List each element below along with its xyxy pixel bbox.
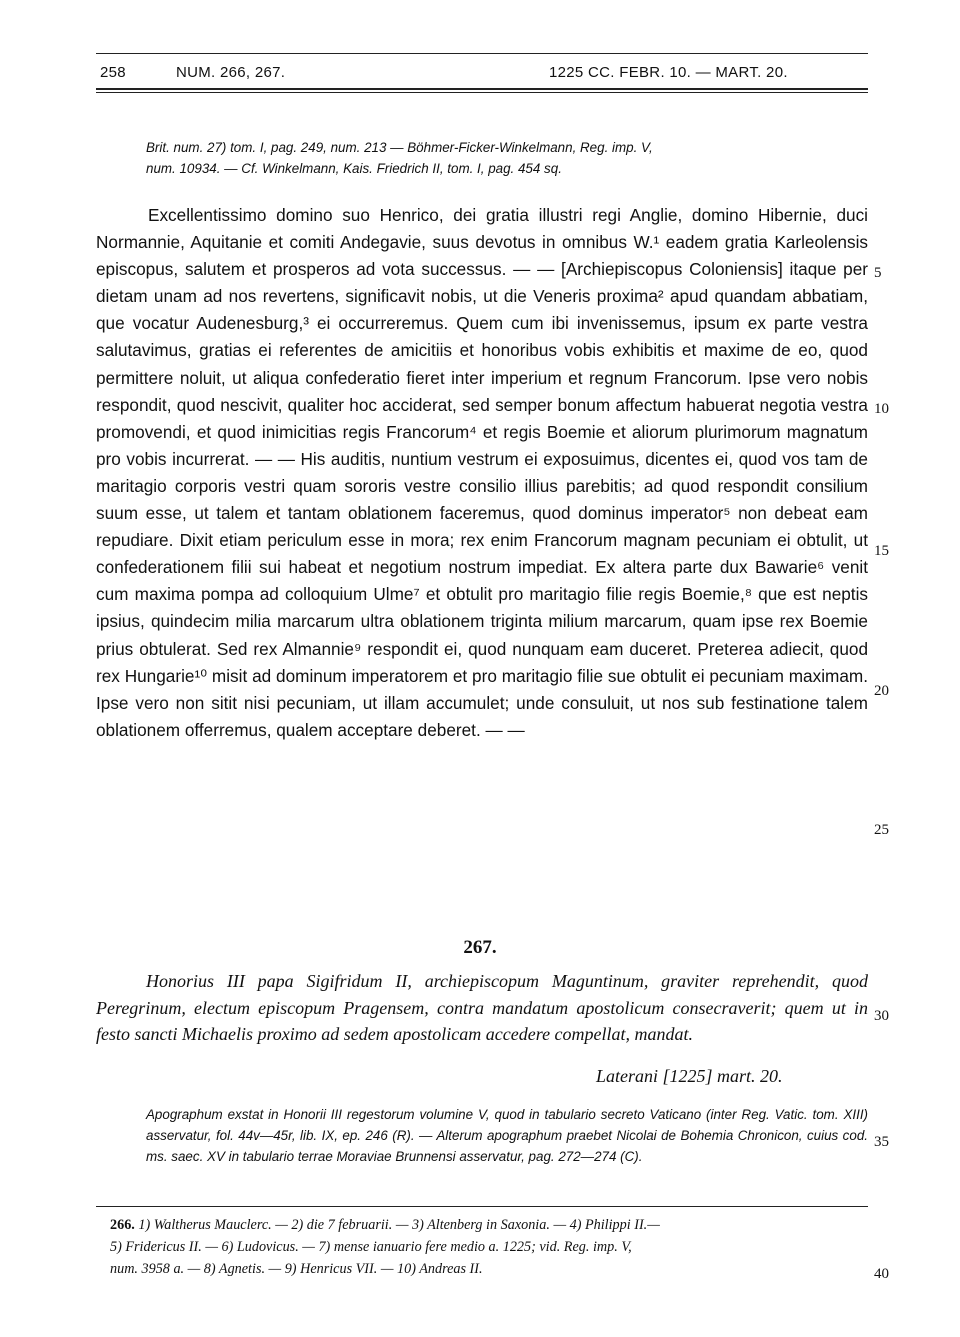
footnotes <box>110 1214 868 1280</box>
regest-text: Honorius III papa Sigifridum II, archiepiscopum Maguntinum, graviter reprehendit, quod Peregrinum, electum episcopum Pragensem, contra mandatum apostolicum consecraverit; quem ut in festo sancti Michaelis proximo ad sedem apostolicam accedere compellat, mandat. <box>96 971 868 1044</box>
letter-body <box>96 202 868 744</box>
line-number-20: 20 <box>874 683 889 699</box>
footnote-rule <box>96 1206 868 1207</box>
footnote-line-1 <box>110 1214 868 1236</box>
footnote-text-1: 1) Waltherus Mauclerc. — 2) die 7 februarii. — 3) Altenberg in Saxonia. — 4) Philippi II.— <box>138 1217 660 1233</box>
regest <box>96 968 868 1048</box>
running-head-dates: 1225 CC. FEBR. 10. — MART. 20. <box>549 64 788 81</box>
footnote-line-3: num. 3958 a. — 8) Agnetis. — 9) Henricus VII. — 10) Andreas II. <box>110 1261 483 1277</box>
header-bottom-rule <box>96 88 868 90</box>
footnote-line-2: 5) Fridericus II. — 6) Ludovicus. — 7) mense ianuario fere medio a. 1225; vid. Reg. imp. V, <box>110 1239 632 1255</box>
edition-note: Apographum exstat in Honorii III regestorum volumine V, quod in tabulario secreto Vaticano (inter Reg. Vatic. tom. XIII) asservatur, fol. 44v—45r, lib. IX, ep. 246 (R). — Alterum apographum praebet Nicolai de Bohemia Chronicon, cuius cod. ms. saec. XV in tabulario terrae Moraviae Brunnensi asservatur, pag. 272—274 (C). <box>146 1107 868 1164</box>
line-number-10: 10 <box>874 401 889 417</box>
letter-text: Excellentissimo domino suo Henrico, dei gratia illustri regi Anglie, domino Hibernie, duci Normannie, Aquitanie et comiti Andegavie, suus devotus in omnibus W.¹ eadem gratia Karleolensis episcopus, salutem et prosperos ad vota successus. — — [Archiepiscopus Coloniensis] itaque per dietam unam ad nos revertens, significavit nobis, ut die Veneris proxima² apud quandam abbatiam, que vocatur Audenesburg,³ ei occurreremus. Quem cum ibi invenissemus, ipsum ex parte vestra salutavimus, gratias ei referentes de amicitiis et honoribus vobis exhibitis et maxime de eo, quod permittere noluit, ut aliqua confederatio fieret inter imperium et regnum Francorum. Ipse vero nobis respondit, quod nescivit, qualiter hoc acciderat, sed semper bonum affectum habuerat negotia vestra promovendi, et quod inimicitias regis Francorum⁴ et regis Boemie et aliorum plurimorum magnatum pro vobis incurrerat. — — His auditis, nuntium vestrum ei exposuimus, dicentes ei, quod vos tam de maritagio corporis vestri quam sororis vestre consilio illius parebitis; ad quod respondit consilium suum esse, ut talem et tantam oblationem faceremus, quod dominus imperator⁵ non debeat eam repudiare. Dixit etiam periculum esse in mora; rex enim Francorum magnam pecuniam ei obtulit, ut confederationem filii sui habeat et negotium nostrum impediat. Ex altera parte dux Bawarie⁶ venit cum maxima pompa ad colloquium Ulme⁷ et obtulit pro maritagio filie regis Boemie,⁸ que est neptis ipsius, quindecim milia marcarum ultra oblationem triginta milium marcarum, quam ipse rex Boemie prius obtulerat. Sed rex Almannie⁹ respondit ei, quod nunquam eam duceret. Preterea adiecit, quod rex Hungarie¹⁰ misit ad dominum imperatorem et pro maritagio filie sue obtulit ei pecuniam maximam. Ipse vero non sitit nisi pecuniam, ut illam accumulet; unde consuluit, ut nos sub festinatione talem oblationem offerremus, qualem acceptare deberet. — — <box>96 205 868 740</box>
source-line-2: num. 10934. — Cf. Winkelmann, Kais. Friedrich II, tom. I, pag. 454 sq. <box>146 161 562 176</box>
line-number-30: 30 <box>874 1008 889 1024</box>
document-number: 267. <box>463 937 497 958</box>
page-number: 258 <box>100 64 126 81</box>
source-line-1: Brit. num. 27) tom. I, pag. 249, num. 213 — Böhmer-Ficker-Winkelmann, Reg. imp. V, <box>146 140 653 155</box>
header-bottom-rule-thin <box>96 92 868 93</box>
running-head-numbers: NUM. 266, 267. <box>176 64 286 81</box>
dating: Laterani [1225] mart. 20. <box>596 1066 783 1086</box>
footnote-doc-ref: 266. <box>110 1217 135 1233</box>
line-number-5: 5 <box>874 265 882 281</box>
line-number-40: 40 <box>874 1266 889 1282</box>
line-number-25: 25 <box>874 822 889 838</box>
line-number-15: 15 <box>874 543 889 559</box>
header-top-rule <box>96 53 868 54</box>
line-number-35: 35 <box>874 1134 889 1150</box>
